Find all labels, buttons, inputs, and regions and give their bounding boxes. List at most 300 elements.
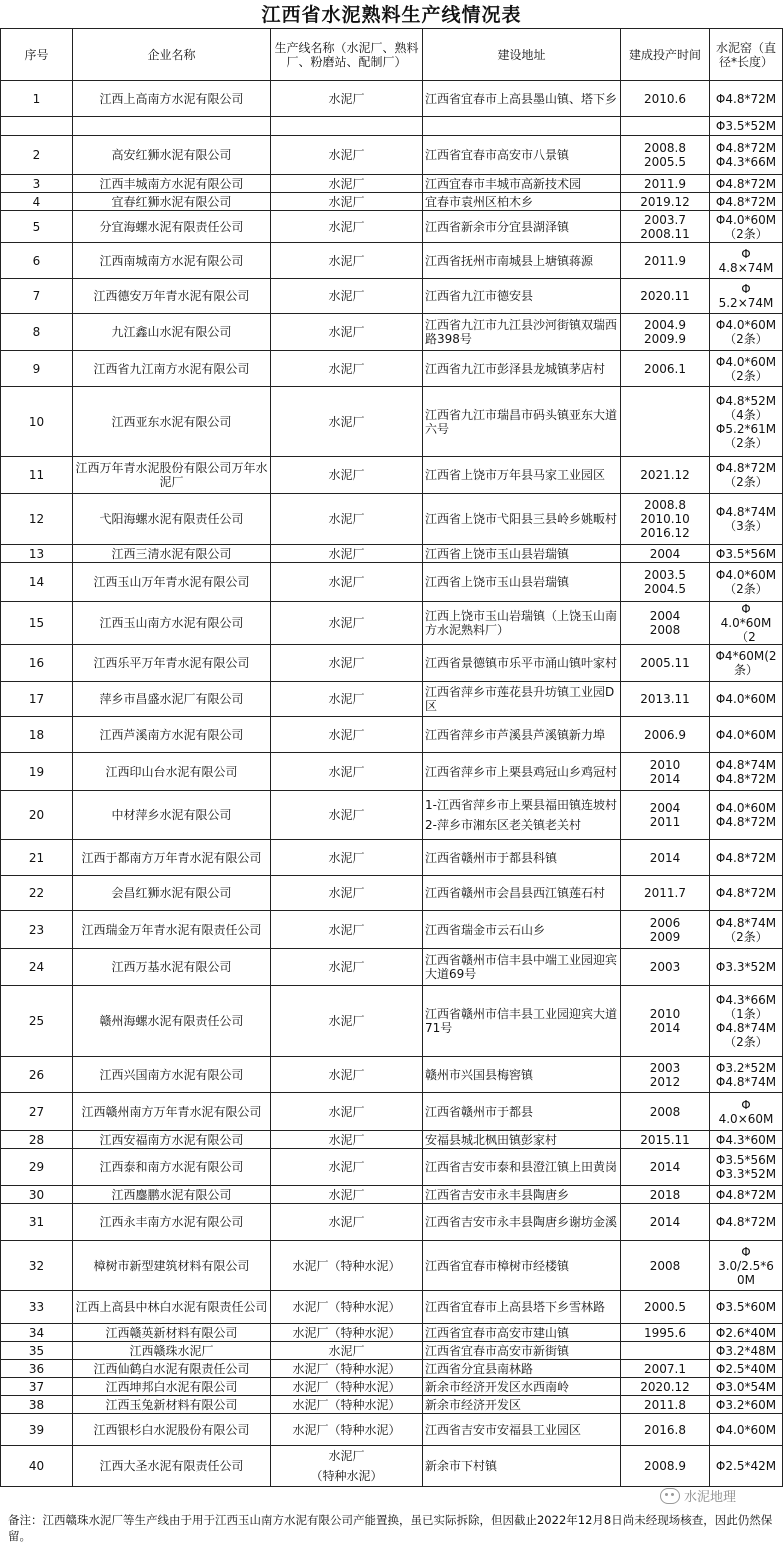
- cell-line: 2009: [649, 929, 681, 944]
- cell-text: 水泥厂（特种水泥）: [292, 1397, 401, 1412]
- cell-text: 江西上高县中林白水泥有限责任公司: [75, 1300, 268, 1314]
- cell-name: [73, 1131, 271, 1149]
- table-row: [1, 876, 783, 911]
- table-row: [1, 1342, 783, 1360]
- cell-time: [621, 136, 710, 175]
- cell-type: [271, 1324, 423, 1342]
- cell-text: 江西坤邦白水泥有限公司: [105, 1379, 238, 1394]
- cell-kiln: [710, 387, 783, 457]
- table-row: [1, 717, 783, 753]
- cell-text: 2: [32, 148, 41, 162]
- cell-text: 水泥厂（特种水泥）: [292, 1300, 401, 1314]
- cell-text: 萍乡市昌盛水泥厂有限公司: [99, 692, 244, 706]
- cell-text: 21: [28, 850, 45, 865]
- cell-text: 江西大圣水泥有限责任公司: [99, 1459, 244, 1473]
- cell-line: 2008: [649, 1258, 681, 1273]
- cell-line: 5.2×74M: [718, 296, 774, 310]
- cell-type: [271, 545, 423, 563]
- cell-text: 江西赣英新材料有限公司: [105, 1325, 238, 1340]
- cell-addr: [423, 1291, 621, 1324]
- cell-line: 2010.6: [644, 91, 686, 106]
- cell-text: 新余市下村镇: [425, 1459, 498, 1473]
- cell-line: 2003: [649, 1060, 681, 1075]
- cell-text: 江西省萍乡市莲花县升坊镇工业园D区: [425, 685, 615, 713]
- cell-type: [271, 682, 423, 717]
- cell-line: （2条）: [724, 475, 768, 489]
- cell-line: Φ3.0*54M: [715, 1379, 777, 1394]
- cell-no: [1, 1149, 73, 1186]
- cell-kiln: [710, 682, 783, 717]
- cell-text: 35: [28, 1343, 45, 1358]
- cell-addr: [423, 949, 621, 986]
- cell-addr: [423, 279, 621, 314]
- cell-time: [621, 314, 710, 351]
- cell-no: [1, 1186, 73, 1204]
- cement-line-table: [0, 28, 783, 1487]
- cell-text: 水泥厂: [328, 512, 365, 526]
- cell-kiln: [710, 314, 783, 351]
- cell-name: [73, 1414, 271, 1446]
- table-row: [1, 279, 783, 314]
- cell-no: [1, 1324, 73, 1342]
- cell-text: 江西省吉安市永丰县陶唐乡谢坊金溪: [425, 1215, 618, 1229]
- cell-kiln: [710, 1324, 783, 1342]
- cell-text: 7: [32, 289, 41, 303]
- table-row: [1, 1378, 783, 1396]
- cell-name: [73, 1093, 271, 1131]
- cell-line: 2015.11: [640, 1132, 690, 1147]
- cell-line: 4.0*60M（2: [720, 616, 772, 644]
- cell-line: Φ: [741, 1097, 751, 1112]
- cell-time: [621, 243, 710, 279]
- cell-text: 弋阳海螺水泥有限责任公司: [99, 512, 244, 526]
- cell-addr: [423, 1131, 621, 1149]
- cell-addr: [423, 175, 621, 193]
- cell-text: 水泥厂: [328, 1160, 365, 1174]
- cell-kiln: [710, 1204, 783, 1241]
- cell-name: [73, 1360, 271, 1378]
- cell-text: 水泥厂: [328, 194, 365, 209]
- cell-text: 江西省上饶市弋阳县三县岭乡姚畈村: [425, 512, 618, 526]
- cell-text: 水泥厂（特种水泥）: [292, 1258, 401, 1273]
- cell-line: 2010: [649, 1007, 681, 1021]
- cell-line: 2014: [649, 1160, 681, 1174]
- cell-line: 2011: [649, 815, 681, 829]
- cell-line: 2007.1: [644, 1361, 686, 1376]
- table-row: [1, 1093, 783, 1131]
- cell-kiln: [710, 1093, 783, 1131]
- cell-no: [1, 545, 73, 563]
- cell-line: Φ3.2*52M: [715, 1060, 777, 1075]
- cell-type: [271, 136, 423, 175]
- cell-type: [271, 1360, 423, 1378]
- table-row: [1, 243, 783, 279]
- cell-text: 江西省景德镇市乐平市涌山镇叶家村: [425, 656, 618, 670]
- cell-text: 33: [28, 1300, 45, 1314]
- cell-line: Φ4.8*72M: [715, 1215, 777, 1229]
- cell-time: [621, 351, 710, 387]
- cell-text: 水泥厂（特种水泥）: [292, 1422, 401, 1437]
- cell-line: 2021.12: [640, 468, 690, 482]
- cell-line: Φ: [741, 1244, 751, 1259]
- cell-name: [73, 1204, 271, 1241]
- cell-kiln: [710, 351, 783, 387]
- cell-addr: [423, 911, 621, 949]
- cell-text: 江西省上饶市玉山县岩瑞镇: [425, 546, 570, 561]
- cell-line: Φ4.8*72M: [715, 850, 777, 865]
- cell-type: [271, 876, 423, 911]
- cell-no: [1, 1241, 73, 1291]
- cell-kiln: [710, 1360, 783, 1378]
- cell-line: Φ: [741, 282, 751, 296]
- table-header-row: [1, 29, 783, 81]
- table-row: [1, 1396, 783, 1414]
- cell-name: [73, 1396, 271, 1414]
- cell-line: Φ4.0*60M: [715, 727, 777, 742]
- cell-line: 3.0/2.5*6: [718, 1258, 774, 1273]
- cell-line: 2019.12: [640, 194, 690, 209]
- cell-text: 江西省宜春市高安市建山镇: [425, 1325, 570, 1340]
- cell-no: [1, 314, 73, 351]
- cell-addr: [423, 717, 621, 753]
- cell-text: 江西赣珠水泥厂: [129, 1343, 214, 1358]
- cell-line: 4.8×74M: [718, 260, 774, 275]
- cell-no: [1, 1204, 73, 1241]
- table-row: [1, 175, 783, 193]
- cell-line: Φ5.2*61M: [715, 421, 777, 436]
- cell-type: [271, 645, 423, 682]
- cell-line: Φ4.8*72M: [715, 771, 777, 786]
- cell-line: 2010: [649, 757, 681, 772]
- cell-text: 江西仙鹤白水泥有限责任公司: [93, 1361, 250, 1376]
- cell-line: 2016.8: [644, 1422, 686, 1437]
- cell-type: [271, 602, 423, 645]
- table-row: [1, 494, 783, 545]
- document-title: 江西省水泥熟料生产线情况表: [261, 4, 522, 26]
- cell-text: 水泥厂: [328, 1104, 365, 1119]
- cell-no: [1, 717, 73, 753]
- table-row: [1, 1360, 783, 1378]
- cell-line: Φ4.0*60M: [715, 1422, 777, 1437]
- table-row: [1, 351, 783, 387]
- cell-name: [73, 81, 271, 117]
- cell-addr: [423, 81, 621, 117]
- cell-kiln: [710, 840, 783, 876]
- cell-text: 水泥厂: [328, 468, 365, 482]
- cell-kiln: [710, 193, 783, 211]
- table-row: [1, 136, 783, 175]
- cell-text: 江西丰城南方水泥有限公司: [99, 176, 244, 191]
- watermark: [660, 1486, 736, 1505]
- cell-kiln: [710, 243, 783, 279]
- cell-name: [73, 193, 271, 211]
- cell-text: 34: [28, 1325, 45, 1340]
- cell-time: [621, 1131, 710, 1149]
- cell-addr: [423, 1149, 621, 1186]
- cell-line: Φ2.5*40M: [715, 1361, 777, 1376]
- cell-time: [621, 175, 710, 193]
- cell-text: 3: [32, 176, 41, 191]
- cell-text: 江西万年青水泥股份有限公司万年水泥厂: [75, 461, 268, 489]
- cell-text: 安福县城北枫田镇彭家村: [425, 1132, 558, 1147]
- cell-text: 新余市经济开发区水西南岭: [425, 1379, 570, 1394]
- cell-line: 2011.8: [644, 1397, 686, 1412]
- cell-text: 江西宜春市丰城市高新技术园: [425, 176, 582, 191]
- cell-text: 江西芦溪南方水泥有限公司: [99, 727, 244, 742]
- cell-name: [73, 545, 271, 563]
- cell-text: 6: [32, 253, 41, 268]
- cell-line: 2020.11: [640, 289, 690, 303]
- cell-name: [73, 136, 271, 175]
- cell-text: 江西兴国南方水泥有限公司: [99, 1067, 244, 1082]
- cell-line: Φ4.8*74M: [715, 1021, 777, 1035]
- cell-text: 江西亚东水泥有限公司: [111, 414, 232, 429]
- cell-addr: [423, 1057, 621, 1093]
- cell-text: 水泥厂: [328, 922, 365, 937]
- cell-type: [271, 314, 423, 351]
- cell-kiln: [710, 545, 783, 563]
- cell-text: 26: [28, 1067, 45, 1082]
- cell-type: [271, 840, 423, 876]
- cell-line: Φ4*60M(2: [715, 649, 777, 663]
- cell-line: Φ4.3*66M: [715, 993, 777, 1007]
- cell-addr: [423, 563, 621, 602]
- cell-text: 水泥厂（特种水泥）: [292, 1379, 401, 1394]
- cell-name: [73, 602, 271, 645]
- cell-line: Φ4.8*72M: [715, 141, 777, 155]
- cell-text: 水泥厂: [328, 1067, 365, 1082]
- cell-name: [73, 1446, 271, 1487]
- cell-no: [1, 387, 73, 457]
- cell-text: 江西银杉白水泥股份有限公司: [93, 1422, 250, 1437]
- cell-time: [621, 545, 710, 563]
- cell-text: 高安红狮水泥有限公司: [111, 148, 232, 162]
- cell-no: [1, 1446, 73, 1487]
- cell-text: 江西省赣州市信丰县工业园迎宾大道71号: [425, 1007, 618, 1035]
- cell-text: 水泥厂 （特种水泥）: [310, 1449, 383, 1483]
- cell-text: 江西省上饶市万年县马家工业园区: [425, 468, 606, 482]
- cell-type: [271, 1342, 423, 1360]
- cell-addr: [423, 1396, 621, 1414]
- cell-time: [621, 1149, 710, 1186]
- cell-kiln: [710, 949, 783, 986]
- cell-addr: [423, 1360, 621, 1378]
- cell-line: 2008.9: [644, 1459, 686, 1473]
- cell-text: 38: [28, 1397, 45, 1412]
- cell-text: 江西乐平万年青水泥有限公司: [93, 656, 250, 670]
- cell-text: 水泥厂（特种水泥）: [292, 1325, 401, 1340]
- cell-time: [621, 682, 710, 717]
- cell-time: [621, 563, 710, 602]
- cell-kiln: [710, 457, 783, 494]
- cell-no: [1, 682, 73, 717]
- cell-text: 江西省宜春市高安市八景镇: [425, 148, 570, 162]
- table-row: [1, 1414, 783, 1446]
- cell-text: 27: [28, 1104, 45, 1119]
- cell-name: [73, 949, 271, 986]
- cell-kiln: [710, 81, 783, 117]
- cell-kiln: [710, 717, 783, 753]
- cell-line: 2010.10: [640, 512, 690, 526]
- cell-line: Φ4.8*52M: [715, 393, 777, 408]
- cell-line: 2020.12: [640, 1379, 690, 1394]
- table-row: [1, 1149, 783, 1186]
- cell-text: 水泥厂: [328, 1132, 365, 1147]
- cell-no: [1, 117, 73, 136]
- cell-kiln: [710, 494, 783, 545]
- cell-name: [73, 1149, 271, 1186]
- cell-text: 水泥厂: [328, 960, 365, 974]
- cell-line: Φ3.2*48M: [715, 1343, 777, 1358]
- table-row: [1, 117, 783, 136]
- cell-text: 江西省萍乡市上栗县鸡冠山乡鸡冠村: [425, 764, 618, 779]
- cell-text: 28: [28, 1132, 45, 1147]
- cell-time: [621, 1342, 710, 1360]
- cell-text: 水泥厂: [328, 692, 365, 706]
- cell-time: [621, 1324, 710, 1342]
- cell-time: [621, 1241, 710, 1291]
- cell-no: [1, 136, 73, 175]
- cell-time: [621, 1446, 710, 1487]
- table-row: [1, 911, 783, 949]
- table-row: [1, 1446, 783, 1487]
- cell-text: 15: [28, 616, 45, 630]
- cell-line: Φ3.5*52M: [715, 119, 777, 133]
- cell-text: 9: [32, 361, 41, 376]
- cell-line: （2条）: [724, 332, 768, 346]
- cell-addr: [423, 117, 621, 136]
- cell-type: [271, 1378, 423, 1396]
- cell-line: 2000.5: [644, 1300, 686, 1314]
- cell-addr: [423, 387, 621, 457]
- cell-time: [621, 911, 710, 949]
- cell-no: [1, 1131, 73, 1149]
- cell-text: 江西鏖鹏水泥有限公司: [111, 1187, 232, 1202]
- cell-text: 5: [32, 219, 41, 234]
- cell-line: Φ4.8*72M: [715, 1187, 777, 1202]
- cell-line: Φ4.8*72M: [715, 886, 777, 900]
- cell-name: [73, 1324, 271, 1342]
- cell-name: [73, 117, 271, 136]
- cell-line: 1995.6: [644, 1325, 686, 1340]
- cell-line: 条）: [733, 663, 758, 677]
- cell-kiln: [710, 117, 783, 136]
- cell-text: 江西印山台水泥有限公司: [105, 764, 238, 779]
- cell-line: 2006.1: [644, 361, 686, 376]
- cell-text: 江西省宜春市上高县塔下乡雪林路: [425, 1300, 606, 1314]
- cell-time: [621, 1204, 710, 1241]
- cell-line: 2004: [649, 546, 681, 561]
- cell-text: 水泥厂: [328, 727, 365, 742]
- cell-line: 2004: [649, 801, 681, 815]
- cell-text: 江西省宜春市高安市新街镇: [425, 1343, 570, 1358]
- cell-type: [271, 1131, 423, 1149]
- table-row: [1, 81, 783, 117]
- cell-text: 中材萍乡水泥有限公司: [111, 808, 232, 822]
- cell-text: 30: [28, 1187, 45, 1202]
- cell-line: Φ3.5*56M: [715, 546, 777, 561]
- cell-kiln: [710, 1057, 783, 1093]
- cell-text: 江西省赣州市于都县科镇: [425, 850, 558, 865]
- cell-kiln: [710, 753, 783, 791]
- cell-addr: [423, 314, 621, 351]
- cell-text: 江西玉山南方水泥有限公司: [99, 616, 244, 630]
- cell-time: [621, 211, 710, 243]
- cell-kiln: [710, 1342, 783, 1360]
- cell-line: 2008: [649, 623, 681, 637]
- cell-line: Φ2.6*40M: [715, 1325, 777, 1340]
- cell-text: 樟树市新型建筑材料有限公司: [93, 1258, 250, 1273]
- cell-kiln: [710, 911, 783, 949]
- cell-line: Φ4.3*66M: [715, 155, 777, 169]
- cell-name: [73, 314, 271, 351]
- cell-text: 水泥厂: [328, 546, 365, 561]
- cell-text: 江西省分宜县南林路: [425, 1361, 534, 1376]
- cell-kiln: [710, 1186, 783, 1204]
- cell-no: [1, 279, 73, 314]
- cell-type: [271, 1446, 423, 1487]
- cell-name: [73, 457, 271, 494]
- cell-addr: [423, 753, 621, 791]
- watermark-text: 水泥地理: [684, 1490, 737, 1505]
- cell-time: [621, 791, 710, 840]
- cell-name: [73, 911, 271, 949]
- cell-addr: [423, 351, 621, 387]
- cell-text: 水泥厂: [328, 219, 365, 234]
- cell-text: 江西省吉安市永丰县陶唐乡: [425, 1187, 570, 1202]
- cell-text: 水泥厂: [328, 361, 365, 376]
- cell-text: 20: [28, 808, 45, 822]
- cell-type: [271, 1186, 423, 1204]
- cell-type: [271, 1414, 423, 1446]
- cell-text: 赣州海螺水泥有限责任公司: [99, 1014, 244, 1028]
- cell-text: 江西瑞金万年青水泥有限责任公司: [81, 922, 262, 937]
- cell-line: （2条）: [724, 435, 768, 450]
- cell-text: 水泥厂: [328, 656, 365, 670]
- cell-text: 会昌红狮水泥有限公司: [111, 886, 232, 900]
- cell-time: [621, 1057, 710, 1093]
- cell-line: Φ4.8*74M: [715, 915, 777, 930]
- cell-line: 2013.11: [640, 692, 690, 706]
- cell-text: 江西省九江市德安县: [425, 289, 534, 303]
- cell-line: 2006: [649, 915, 681, 930]
- cell-line: Φ2.5*42M: [715, 1459, 777, 1473]
- cell-line: 2003: [649, 960, 681, 974]
- cell-addr: [423, 1324, 621, 1342]
- cell-no: [1, 1360, 73, 1378]
- cell-type: [271, 1396, 423, 1414]
- cell-type: [271, 1241, 423, 1291]
- cell-time: [621, 1093, 710, 1131]
- cell-text: 江西省萍乡市芦溪县芦溪镇新力埠: [425, 727, 606, 742]
- cell-line: 2003.5: [644, 568, 686, 582]
- cell-type: [271, 175, 423, 193]
- table-row: [1, 193, 783, 211]
- cell-line: （2条）: [724, 368, 768, 383]
- cell-text: 1: [32, 91, 41, 106]
- cell-text: 江西省赣州市信丰县中端工业园迎宾大道69号: [425, 953, 618, 981]
- cell-name: [73, 876, 271, 911]
- table-row: [1, 1204, 783, 1241]
- cell-line: （2条）: [724, 582, 768, 596]
- cell-line: 2011.9: [644, 253, 686, 268]
- cell-line: 2009.9: [644, 332, 686, 346]
- cell-no: [1, 840, 73, 876]
- cell-text: 江西省抚州市南城县上塘镇蒋源: [425, 253, 594, 268]
- cell-text: 14: [28, 575, 45, 589]
- cell-time: [621, 602, 710, 645]
- cell-time: [621, 193, 710, 211]
